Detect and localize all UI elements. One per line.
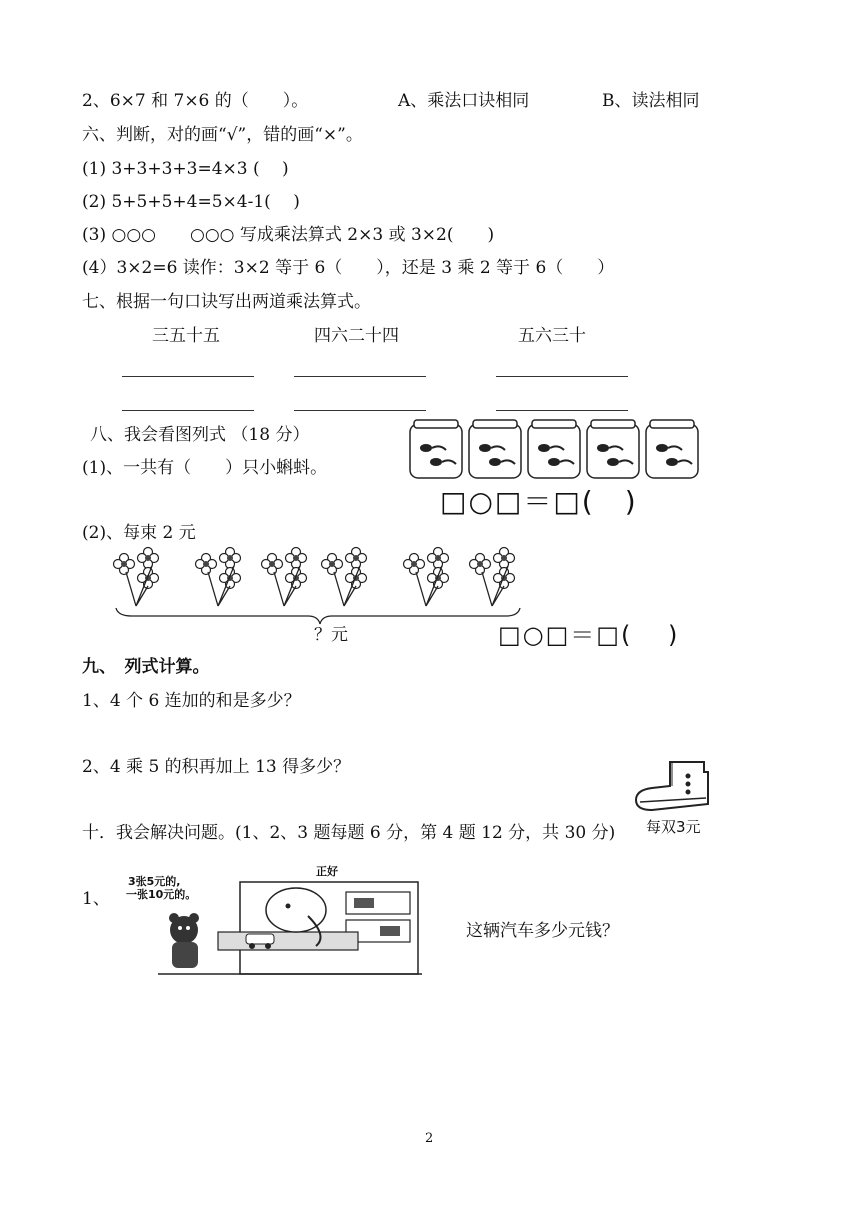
problem-1-number: 1、	[82, 889, 110, 909]
calc-question-2: 2、4 乘 5 的积再加上 13 得多少？	[82, 757, 351, 777]
speech-bubble-line-2: 一张10元的。	[126, 888, 197, 901]
answer-line[interactable]	[122, 376, 254, 377]
judge-item-4: (4）3×2=6 读作：3×2 等于 6（ ），还是 3 乘 2 等于 6（ ）	[82, 258, 615, 278]
page-number: 2	[425, 1131, 434, 1146]
judge-item-2: (2) 5+5+5+4=5×4-1( )	[82, 192, 300, 212]
flower-formula[interactable]: □○□＝□( )	[498, 621, 680, 649]
question-5-2: 2、6×7 和 7×6 的（ ）。	[82, 91, 309, 111]
answer-line[interactable]	[294, 376, 426, 377]
calc-question-1: 1、4 个 6 连加的和是多少？	[82, 691, 301, 711]
answer-line[interactable]	[496, 410, 628, 411]
tadpole-question: (1)、一共有（ ）只小蝌蚪。	[82, 458, 328, 478]
option-a: A、乘法口诀相同	[398, 91, 530, 111]
speech-exact: 正好	[316, 865, 338, 878]
boot-caption: 每双3元	[646, 818, 701, 836]
tadpole-jars-illustration	[408, 418, 708, 482]
option-b: B、读法相同	[602, 91, 700, 111]
judge-item-1: (1) 3+3+3+3=4×3 ( )	[82, 159, 289, 179]
phrase-1: 三五十五	[152, 326, 220, 346]
phrase-3: 五六三十	[518, 326, 586, 346]
answer-line[interactable]	[122, 410, 254, 411]
shop-illustration	[158, 876, 422, 976]
section-7-heading: 七、根据一句口诀写出两道乘法算式。	[82, 292, 371, 312]
answer-line[interactable]	[294, 410, 426, 411]
judge-item-3: (3) ○○○ ○○○ 写成乘法算式 2×3 或 3×2( )	[82, 225, 495, 245]
section-10-heading: 十．我会解决问题。(1、2、3 题每题 6 分，第 4 题 12 分，共 30 分)	[82, 823, 616, 843]
section-8-heading: 八、我会看图列式 （18 分）	[90, 425, 310, 445]
section-9-heading: 九、 列式计算。	[82, 657, 210, 677]
problem-1-question: 这辆汽车多少元钱？	[466, 921, 619, 941]
brace-label: ？元	[314, 625, 348, 645]
answer-line[interactable]	[496, 376, 628, 377]
tadpole-formula[interactable]: □○□＝□( )	[440, 485, 638, 518]
flower-bouquets-illustration	[112, 546, 532, 626]
flower-question: (2)、每束 2 元	[82, 523, 196, 543]
section-6-heading: 六、判断，对的画“√”，错的画“×”。	[82, 125, 363, 145]
phrase-2: 四六二十四	[314, 326, 399, 346]
speech-bubble-line-1: 3张5元的,	[128, 875, 181, 888]
boot-illustration	[632, 758, 732, 818]
